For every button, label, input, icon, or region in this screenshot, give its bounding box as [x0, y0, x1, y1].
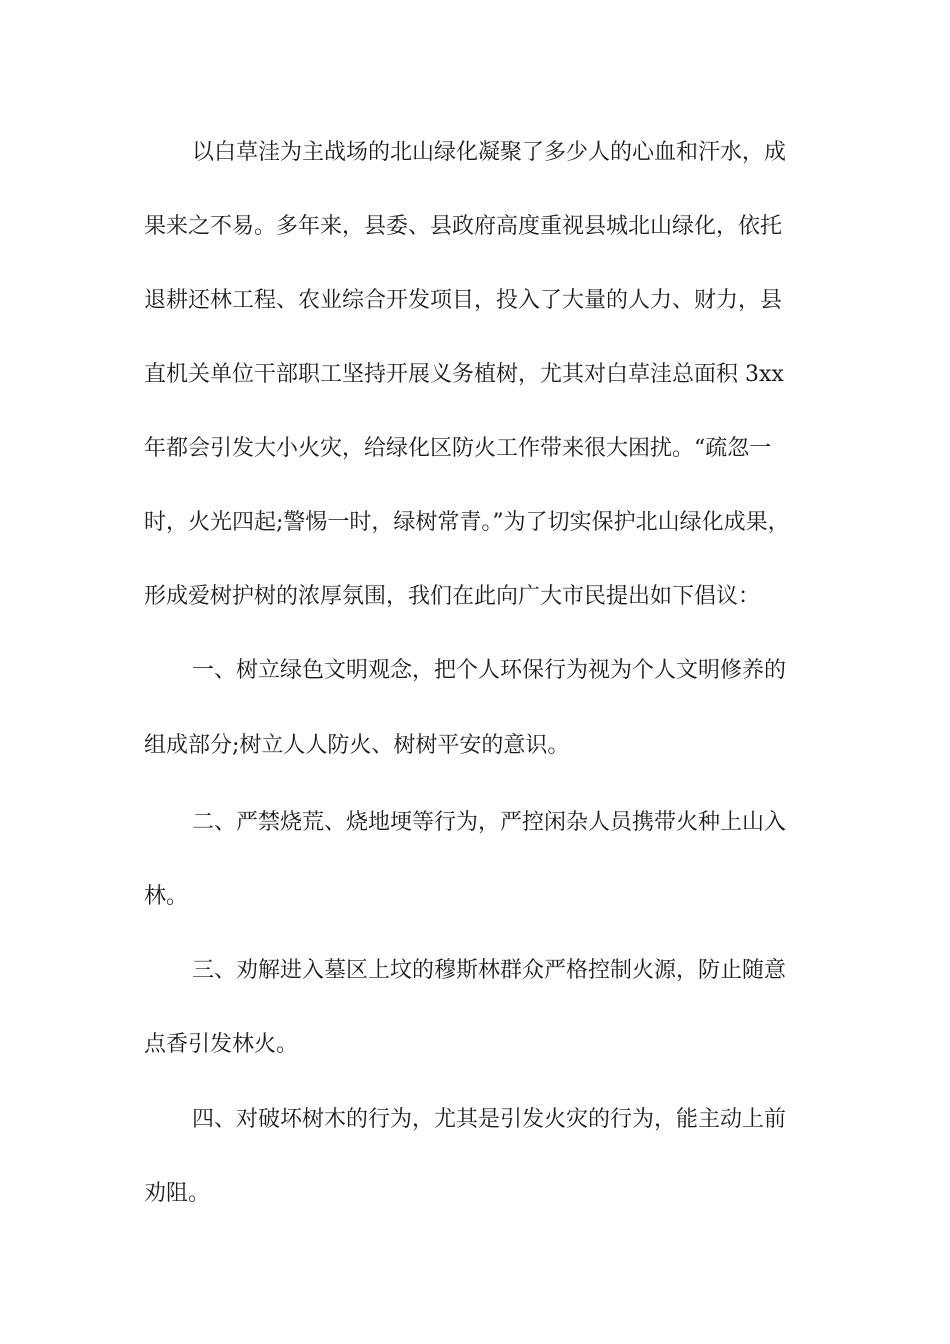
text-line: 组成部分;树立人人防火、树树平安的意识。	[144, 733, 570, 758]
text-line: 林。	[144, 884, 189, 909]
text-line: 劝阻。	[144, 1181, 211, 1206]
text-line: 以白草洼为主战场的北山绿化凝聚了多少人的心血和汗水，成	[192, 140, 787, 165]
text-line: 直机关单位干部职工坚持开展义务植树，尤其对白草洼总面积 3xx	[144, 362, 784, 387]
text-line: 果来之不易。多年来，县委、县政府高度重视县城北山绿化，依托	[144, 214, 783, 239]
text-line: 二、严禁烧荒、烧地埂等行为，严控闲杂人员携带火种上山入	[192, 810, 787, 835]
text-line: 一、树立绿色文明观念，把个人环保行为视为个人文明修养的	[192, 658, 787, 683]
text-line: 时，火光四起;警惕一时，绿树常青。”为了切实保护北山绿化成果，	[144, 510, 790, 535]
text-line: 形成爱树护树的浓厚氛围，我们在此向广大市民提出如下倡议：	[144, 584, 761, 609]
text-line: 三、劝解进入墓区上坟的穆斯林群众严格控制火源，防止随意	[192, 958, 787, 983]
text-line: 四、对破坏树木的行为，尤其是引发火灾的行为，能主动上前	[192, 1107, 787, 1132]
text-line: 退耕还林工程、农业综合开发项目，投入了大量的人力、财力，县	[144, 288, 783, 313]
text-line: 年都会引发大小火灾，给绿化区防火工作带来很大困扰。“疏忽一	[144, 436, 772, 461]
text-line: 点香引发林火。	[144, 1032, 299, 1057]
